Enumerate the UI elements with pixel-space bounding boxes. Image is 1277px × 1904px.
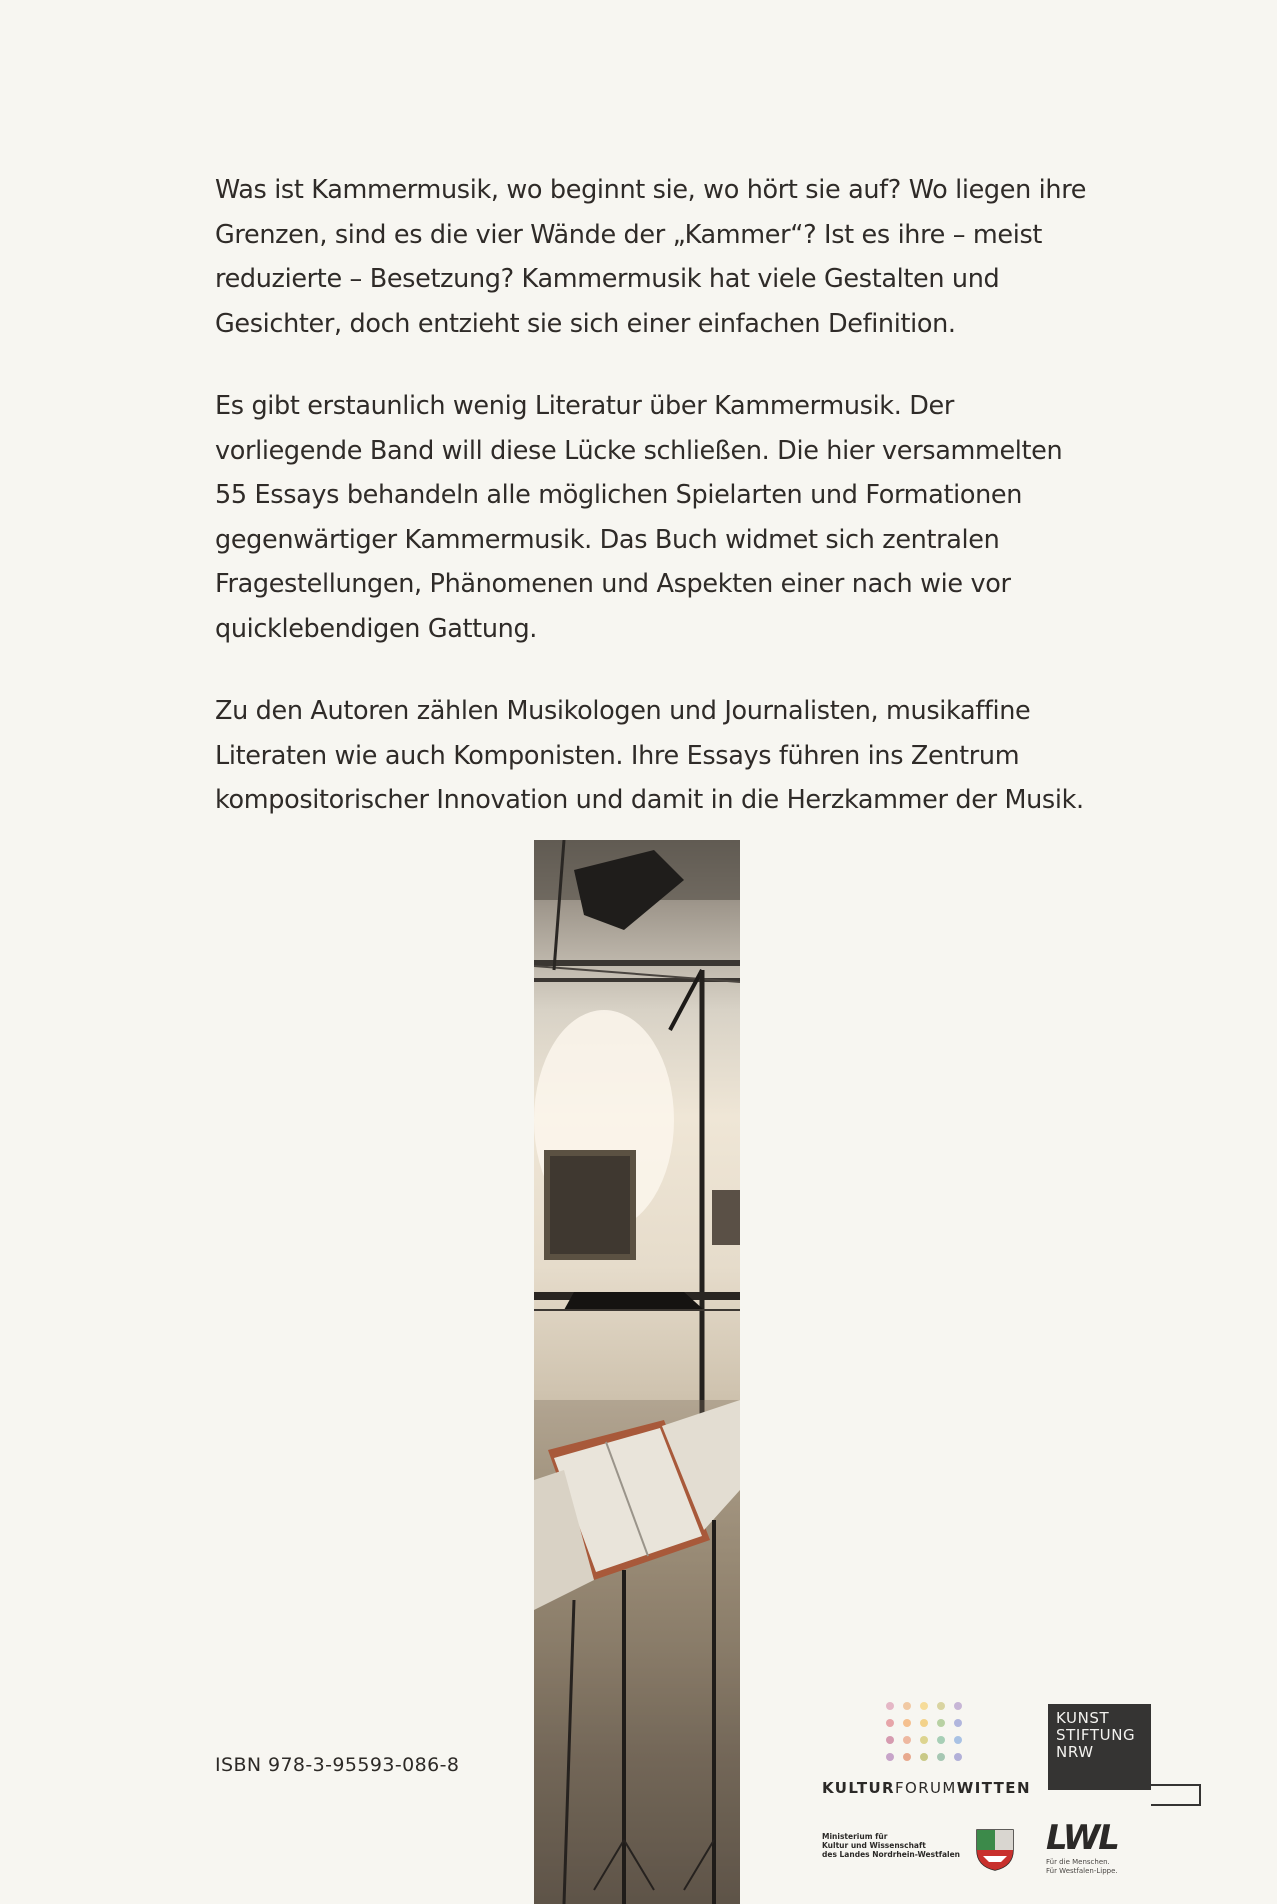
kulturforum-dot [937, 1736, 945, 1744]
kulturforum-witten-logo [822, 1702, 1031, 1797]
kulturforum-dot [903, 1736, 911, 1744]
ministry-line-1: Ministerium für [822, 1832, 888, 1841]
blurb-paragraph-2: Es gibt erstaunlich wenig Literatur über Kammermusik. Der vorliegende Band will diese Lücke schließen. Die hier versammelten 55 Essays behandeln alle möglichen Spielarten und Formationen gegenwärtiger Kammermusik. Das Buch widmet sich zentralen Fragestellungen, Phänomenen und Aspekten einer nach wie vor quicklebendigen Gattung. [215, 391, 1063, 644]
kunststiftung-line-1: KUNST [1056, 1709, 1110, 1727]
kulturforum-dot [937, 1719, 945, 1727]
lwl-tagline-2: Für Westfalen-Lippe. [1046, 1867, 1118, 1875]
concert-hall-photo [534, 840, 740, 1904]
kulturforum-dot [937, 1753, 945, 1761]
kulturforum-dot [886, 1702, 894, 1710]
kulturforum-dot [920, 1753, 928, 1761]
kulturforum-dot [920, 1736, 928, 1744]
kunststiftung-line-2: STIFTUNG [1056, 1726, 1136, 1744]
kulturforum-dot [920, 1719, 928, 1727]
isbn-number: ISBN 978-3-95593-086-8 [215, 1754, 460, 1776]
blurb-paragraph-3: Zu den Autoren zählen Musikologen und Journalisten, musikaffine Literaten wie auch Komponisten. Ihre Essays führen ins Zentrum kompositorischer Innovation und damit in die Herzkammer der Musik. [215, 696, 1084, 815]
kulturforum-dot [886, 1753, 894, 1761]
kulturforum-dot [903, 1719, 911, 1727]
ministry-line-3: des Landes Nordrhein-Westfalen [822, 1850, 961, 1859]
wordmark-forum: FORUM [894, 1779, 957, 1797]
kunststiftung-outline-tab [1151, 1784, 1201, 1806]
blurb-paragraph-1: Was ist Kammermusik, wo beginnt sie, wo hört sie auf? Wo liegen ihre Grenzen, sind es die vier Wände der „Kammer“? Ist es ihre – meist reduzierte – Besetzung? Kammermusik hat viele Gestalten und Gesichter, doch entzieht sie sich einer einfachen Definition. [215, 175, 1087, 339]
kulturforum-dot [954, 1736, 962, 1744]
kulturforum-dot [903, 1702, 911, 1710]
kulturforum-dot-grid [886, 1702, 996, 1761]
ministry-line-2: Kultur und Wissenschaft [822, 1841, 926, 1850]
lwl-logo [1046, 1820, 1146, 1876]
kulturforum-dot [886, 1719, 894, 1727]
kunststiftung-line-3: NRW [1056, 1743, 1094, 1761]
kulturforum-dot [954, 1702, 962, 1710]
kunststiftung-nrw-logo [1048, 1704, 1204, 1814]
kulturforum-dot [903, 1753, 911, 1761]
kulturforum-dot [954, 1719, 962, 1727]
kulturforum-dot [920, 1702, 928, 1710]
back-cover-blurb [215, 168, 1095, 861]
concert-hall-photo-drawing [534, 840, 740, 1904]
wordmark-kultur: KULTUR [822, 1779, 895, 1797]
kulturforum-wordmark [822, 1779, 1031, 1797]
kulturforum-dot [954, 1753, 962, 1761]
wordmark-witten: WITTEN [956, 1779, 1031, 1797]
nrw-coat-of-arms-icon [975, 1828, 1015, 1872]
kunststiftung-box [1048, 1704, 1151, 1790]
kulturforum-dot [937, 1702, 945, 1710]
kulturforum-dot [886, 1736, 894, 1744]
lwl-tagline-1: Für die Menschen. [1046, 1858, 1110, 1866]
lwl-tagline [1046, 1858, 1146, 1876]
lwl-mark: LWL [1046, 1818, 1118, 1858]
